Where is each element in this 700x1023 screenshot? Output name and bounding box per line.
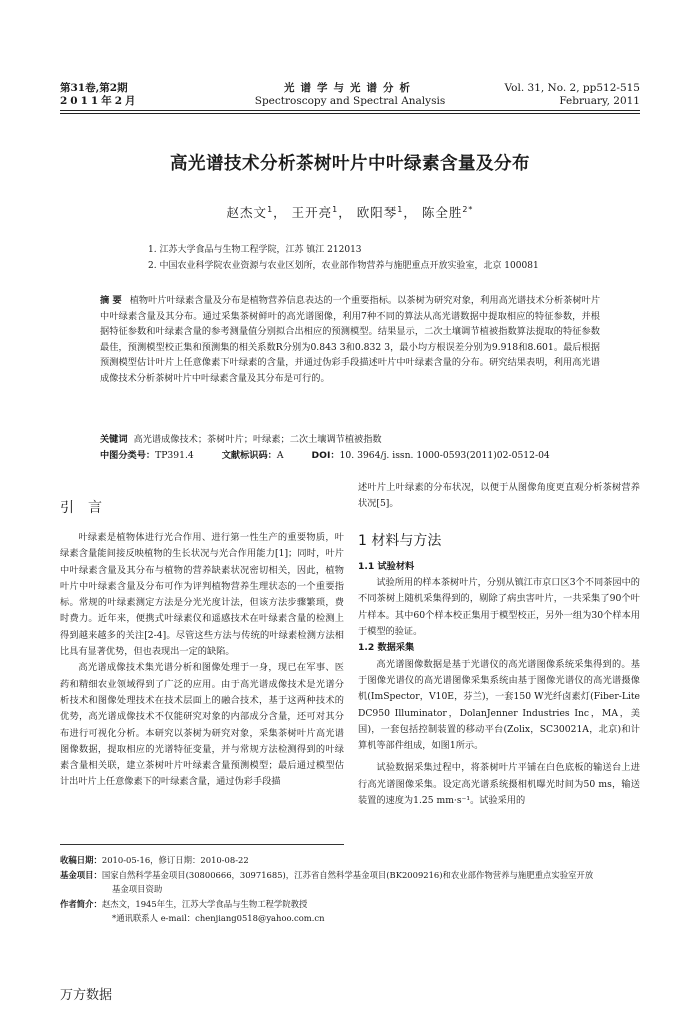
author-affil-mark: 2*: [462, 204, 474, 214]
footnote-rule: [60, 844, 344, 845]
header-rule-thick: [60, 110, 640, 111]
author-name: 赵杰文: [226, 205, 268, 220]
author-bio-text: 赵杰文，1945年生，江苏大学食品与生物工程学院教授: [101, 898, 308, 909]
clc-label: 中图分类号：: [100, 450, 156, 461]
issue-date: 2011年2月: [60, 95, 139, 107]
source-watermark: 万方数据: [60, 988, 113, 1003]
journal-volume-info: [60, 82, 139, 108]
journal-pages-info: [505, 82, 640, 108]
intro-paragraph-1: 叶绿素是植物体进行光合作用、进行第一性生产的重要物质，叶绿素含量能间接反映植物的生长状况与光合作用能力[1]；同时，叶片中叶绿素含量及其分布与植物的营养缺素状况密切相关，因此，植物叶片中叶绿素含量及分布可作为评判植物营养生理状态的一个重要指标。常规的叶绿素测定方法是分光光度计法，但该方法步骤繁琐，费时费力。近年来，便携式叶绿素仪和遥感技术在叶绿素含量的检测上得到越来越多的关注[2-4]。尽管这些方法与传统的叶绿素检测方法相比具有显著优势，但也表现出一定的缺陷。: [60, 532, 344, 658]
author-affil-mark: 1: [267, 204, 274, 214]
fund-line: [60, 868, 660, 883]
author-affil-mark: 1: [332, 204, 339, 214]
subsection-materials: 1.1 试验材料: [358, 560, 415, 572]
keywords-text: 高光谱成像技术；茶树叶片；叶绿素；二次土壤调节植被指数: [133, 434, 382, 445]
issue-month: February, 2011: [559, 95, 640, 107]
fund-text: 国家自然科学基金项目(30800666，30971685)，江苏省自然科学基金项目(BK2009216)和农业部作物营养与施肥重点实验室开放: [101, 869, 594, 880]
section-heading-intro: 引言: [60, 500, 116, 516]
intro-continued: 述叶片上叶绿素的分布状况，以便于从图像角度更直观分析茶树营养状况[5]。: [358, 482, 640, 510]
author-name: 王开亮: [291, 205, 333, 220]
intro-paragraph-2: 高光谱成像技术集光谱分析和图像处理于一身，现已在军事、医药和精细农业领域得到了广泛的应用。由于高光谱成像技术是光谱分析技术和图像处理技术在技术层面上的融合技术，基于这两种技术的优势，高光谱成像技术不仅能研究对象的内部成分含量，还可对其分布进行可视化分析。本研究以茶树为研究对象，采集茶树叶片高光谱图像数据，提取相应的光谱特征变量，并与常规方法检测得到的叶绿素含量相关联，建立茶树叶片叶绿素含量预测模型；最后通过模型估计出叶片上任意像素下的叶绿素含量，通过伪彩手段描: [60, 662, 344, 788]
section-heading-methods: 1 材料与方法: [358, 532, 442, 549]
data-collection-paragraph-2: 试验数据采集过程中，将茶树叶片平铺在白色底板的输送台上进行高光谱图像采集。设定高光谱系统摄相机曝光时间为50 ms，输送装置的速度为1.25 mm·s⁻¹。试验采用的: [358, 762, 640, 807]
doc-code-label: 文献标识码：: [221, 450, 277, 461]
right-column: [358, 480, 640, 809]
paper-title: 高光谱技术分析茶树叶片中叶绿素含量及分布: [170, 154, 530, 174]
journal-name: [200, 82, 500, 108]
author-name: 陈全胜: [421, 205, 463, 220]
received-text: 2010-05-16，修订日期：2010-08-22: [101, 855, 249, 865]
abstract: [100, 293, 600, 386]
left-column: [60, 530, 344, 791]
clc-value: TP391.4: [155, 450, 194, 461]
journal-name-en: Spectroscopy and Spectral Analysis: [254, 95, 446, 107]
received-date-line: [60, 853, 660, 868]
author-name: 欧阳琴: [356, 205, 398, 220]
footnotes: [60, 853, 660, 926]
volume-issue: 第31卷,第2期: [60, 82, 128, 94]
doc-code-value: A: [276, 450, 284, 461]
materials-text: 试验所用的样本茶树叶片，分别从镇江市京口区3个不同茶园中的不同茶树上随机采集得到的，剔除了病虫害叶片，一共采集了90个叶片样本。其中60个样本校正集用于模型校正，另外一组为30个样本用于模型的验证。: [358, 577, 640, 638]
contact-line: *通讯联系人 e-mail：chenjiang0518@yahoo.com.cn: [112, 913, 325, 923]
header-rule-thin: [60, 113, 640, 114]
affiliation-1: 1. 江苏大学食品与生物工程学院，江苏 镇江 212013: [148, 245, 362, 255]
author-affil-mark: 1: [397, 204, 404, 214]
abstract-label: 摘 要: [100, 295, 122, 306]
doi-value: 10. 3964/j. issn. 1000-0593(2011)02-0512-04: [339, 450, 550, 461]
keywords: [100, 432, 600, 448]
keywords-label: 关键词: [100, 434, 128, 445]
fund-label: 基金项目：: [60, 869, 102, 880]
data-collection-paragraph-1: 高光谱图像数据是基于光谱仪的高光谱图像系统采集得到的。基于图像光谱仪的高光谱图像采集系统由基于图像光谱仪的高光谱摄像机(ImSpector，V10E，芬兰)，一套150 W光纤卤素灯(Fiber-Lite DC950 Illuminator，DolanJenner Industries Inc，MA，美国)，一套包括控制装置的移动平台(Zolix，SC30021A，北京)和计算机等部件组成，如图1所示。: [358, 658, 640, 752]
classification-line: [100, 448, 600, 464]
received-label: 收稿日期：: [60, 855, 102, 865]
subsection-data-collection: 1.2 数据采集: [358, 642, 415, 654]
author-bio-line: [60, 897, 660, 912]
volume-pages: Vol. 31, No. 2, pp512-515: [504, 82, 640, 94]
abstract-text: 植物叶片叶绿素含量及分布是植物营养信息表达的一个重要指标。以茶树为研究对象，利用高光谱技术分析茶树叶片中叶绿素含量及其分布。通过采集茶树鲜叶的高光谱图像，利用7种不同的算法从高光谱数据中提取相应的特征参数，并根据特征参数和叶绿素含量的参考测量值分别拟合出相应的预测模型。结果显示，二次土壤调节植被指数算法提取的特征参数最佳，预测模型校正集和预测集的相关系数R分别为0.843 3和0.832 3，最小均方根误差分别为9.918和8.601。最后根据预测模型估计叶片上任意像素下叶绿素的含量，并通过伪彩手段描述叶片中叶绿素含量的分布。研究结果表明，利用高光谱成像技术分析茶树叶片中叶绿素含量及其分布是可行的。: [100, 295, 601, 384]
fund-line-2: 基金项目资助: [112, 884, 163, 894]
affiliation-2: 2. 中国农业科学院农业资源与农业区划所，农业部作物营养与施肥重点开放实验室，北京 100081: [148, 261, 539, 271]
affiliations: [148, 242, 539, 274]
author-list: 赵杰文$^1$， 王开亮$^1$， 欧阳琴$^1$， 陈全胜$^{2*}$: [226, 204, 474, 220]
doi-label: DOI：: [311, 450, 340, 461]
author-bio-label: 作者简介：: [60, 898, 102, 909]
journal-name-cn: 光谱学与光谱分析: [284, 82, 416, 94]
